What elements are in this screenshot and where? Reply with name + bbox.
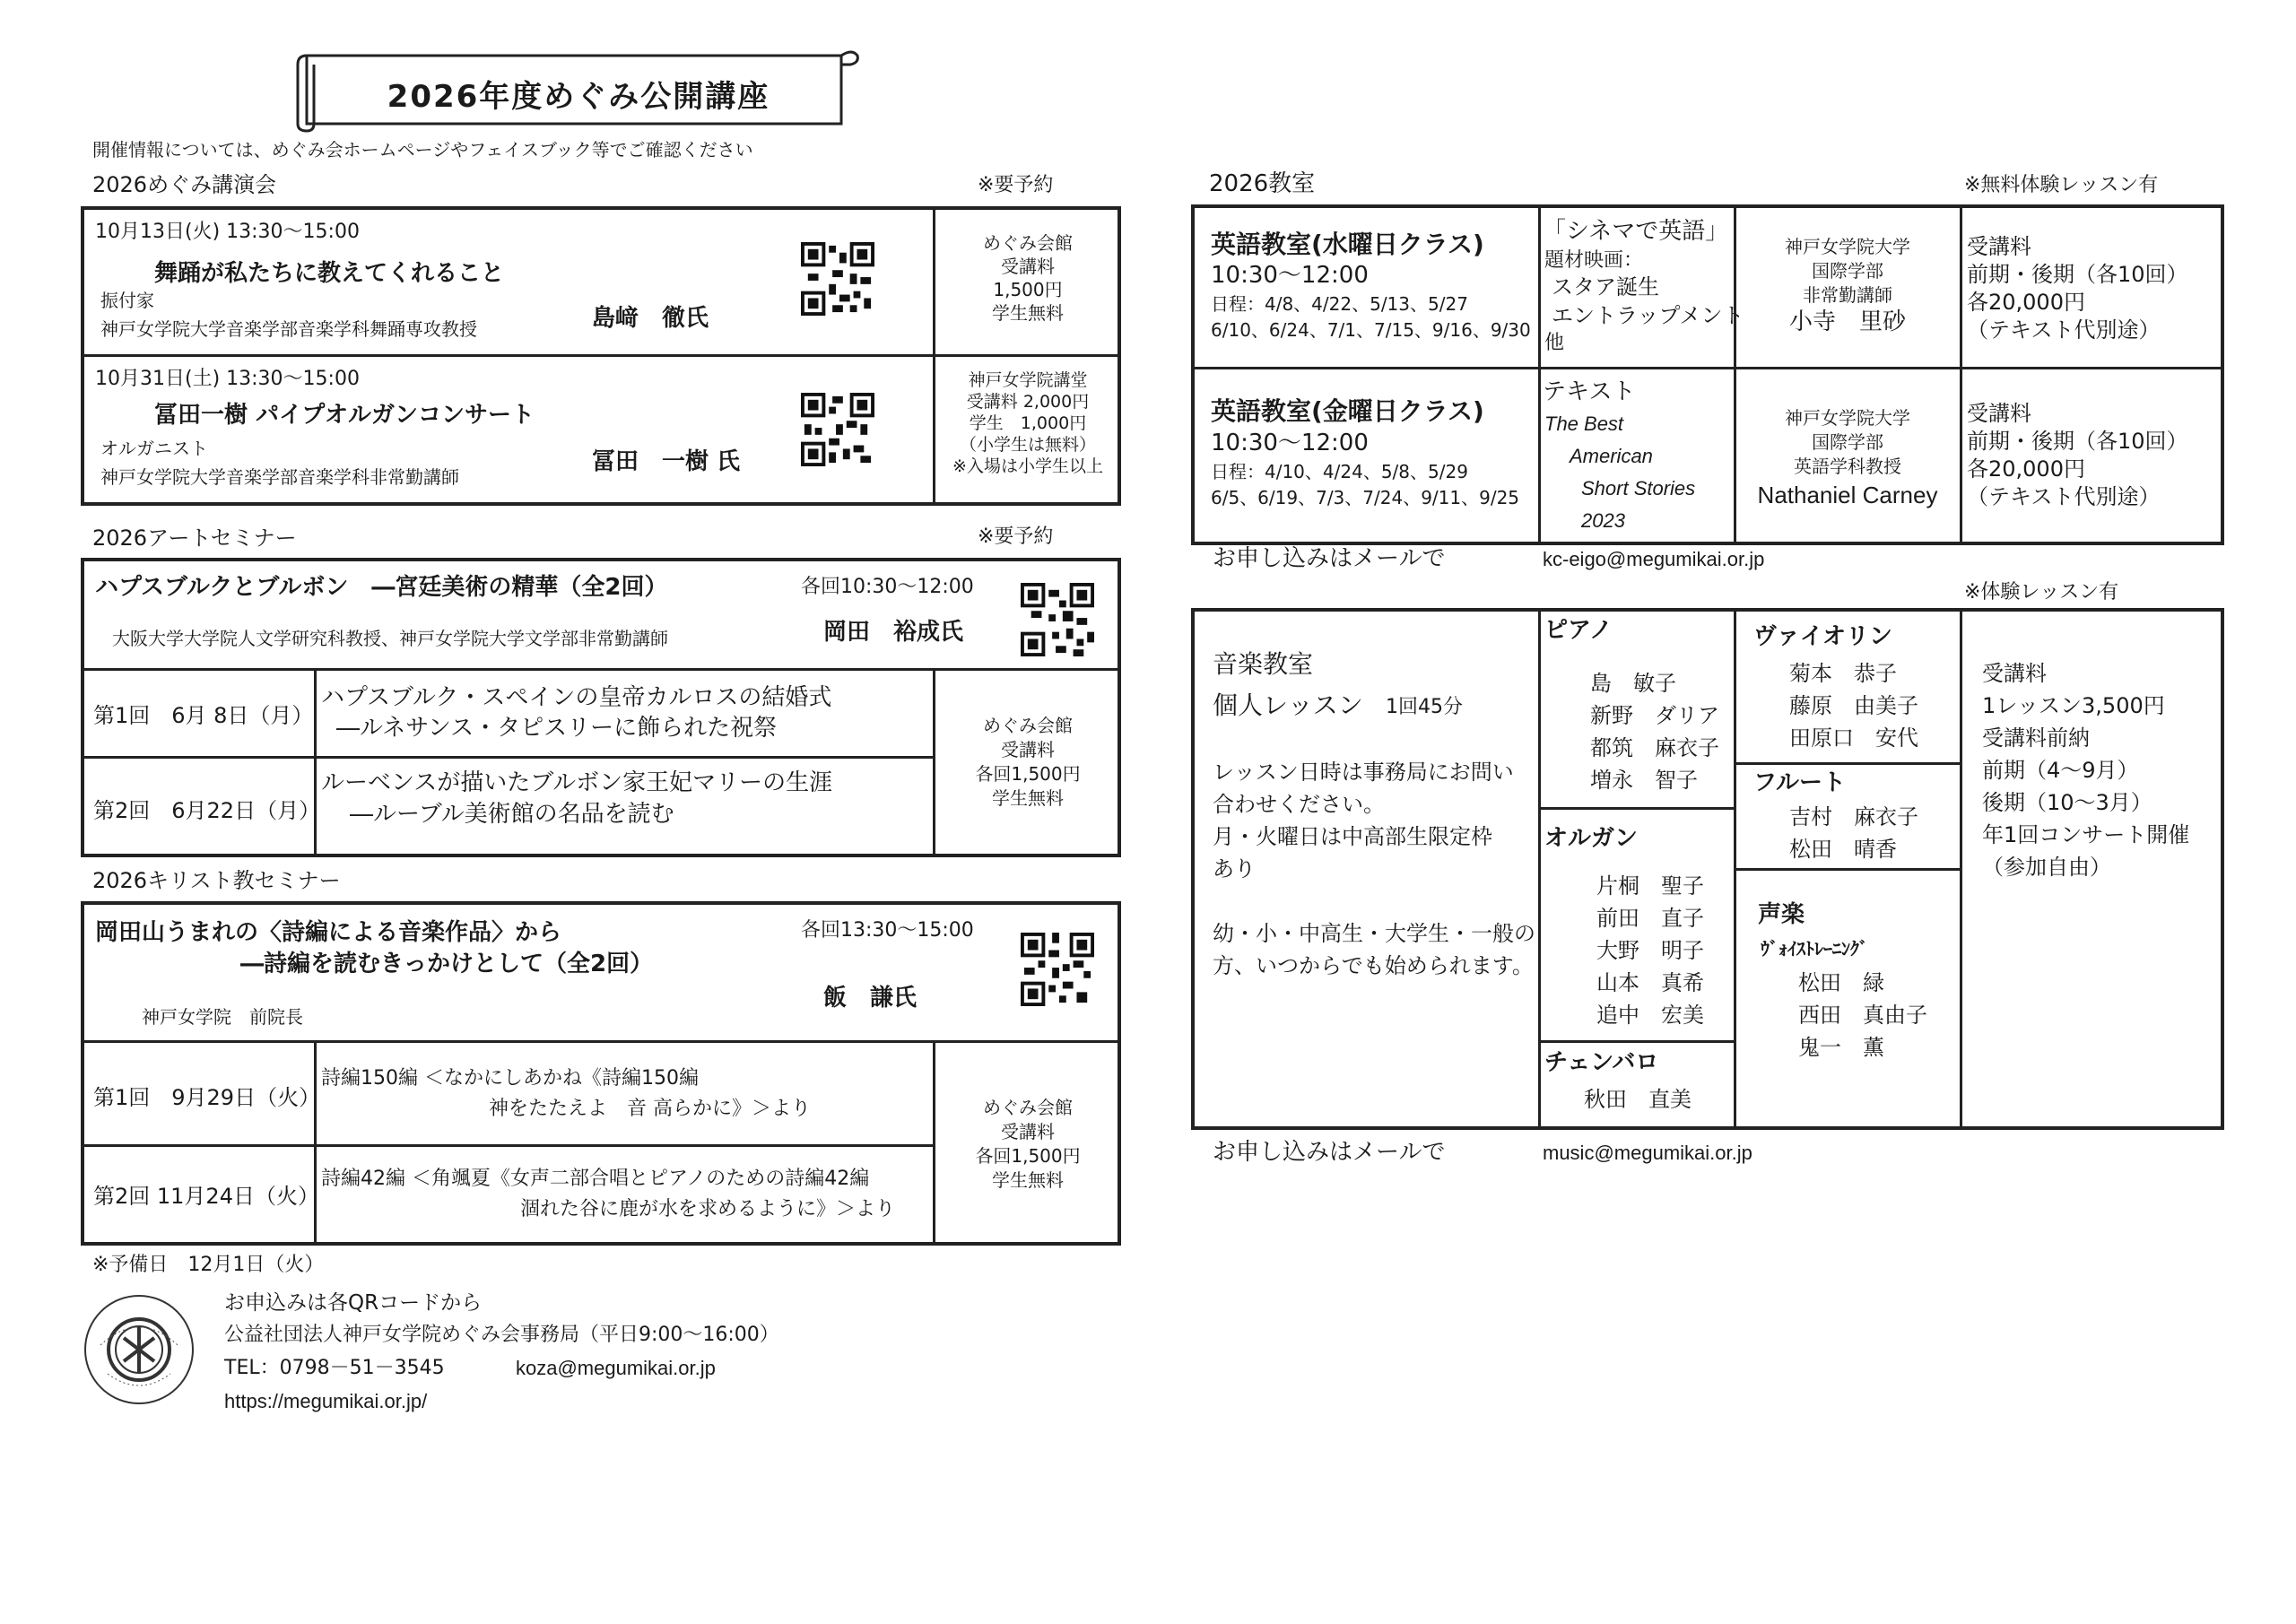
organ-teachers: 片桐 聖子 前田 直子 大野 明子 山本 真希 追中 宏美 <box>1596 873 1704 1028</box>
voice-training-label: ｳﾞｫｲｽﾄﾚｰﾆﾝｸﾞ <box>1761 938 1868 960</box>
lecture-1-title: 舞踊が私たちに教えてくれること <box>154 260 505 287</box>
eng-1-title: 英語教室(水曜日クラス) <box>1211 230 1484 259</box>
art-heading: 2026アートセミナー <box>92 525 297 551</box>
lecture-2-speaker: 冨田 一樹 氏 <box>592 448 741 475</box>
lecture-1-fee: めぐみ会館 受講料 1,500円 学生無料 <box>983 232 1073 324</box>
music-subtitle: 個人レッスン <box>1213 690 1363 720</box>
footer-tel: TEL：0798－51－3545 <box>224 1357 445 1379</box>
eng-2-sched-1: 日程：4/10、4/24、5/8、5/29 <box>1211 461 1468 482</box>
eng-1-material-2: 題材映画： <box>1544 249 1644 272</box>
eng-1-institution: 神戸女学院大学 国際学部 非常勤講師 <box>1785 236 1910 306</box>
lecture-1-date: 10月13日(火) 13:30～15:00 <box>95 221 360 243</box>
lecture-2-fee: 神戸女学院講堂 受講料 2,000円 学生 1,000円 （小学生は無料） ※入場は小学生以上 <box>952 370 1103 476</box>
eng-1-sched-2: 6/10、6/24、7/1、7/15、9/16、9/30 <box>1211 319 1531 341</box>
piano-teachers: 島 敏子 新野 ダリア 都筑 麻衣子 増永 智子 <box>1590 671 1719 793</box>
qr-code-christ[interactable] <box>1021 933 1094 1006</box>
lecture-2-date: 10月31日(土) 13:30～15:00 <box>95 368 360 390</box>
cembalo-teachers: 秋田 直美 <box>1584 1087 1692 1112</box>
eng-2-teacher: Nathaniel Carney <box>1757 482 1938 508</box>
christ-speaker: 飯 謙氏 <box>823 985 918 1012</box>
art-note: ※要予約 <box>978 525 1054 548</box>
organ-label: オルガン <box>1544 825 1639 852</box>
christ-session-2-label: 第2回 11月24日（火） <box>93 1184 319 1209</box>
christ-session-1-line2: 神をたたえよ 音 高らかに》＞より <box>489 1098 811 1120</box>
music-duration: 1回45分 <box>1386 696 1463 718</box>
megumikai-seal-logo <box>81 1291 197 1408</box>
violin-label: ヴァイオリン <box>1753 623 1892 650</box>
music-email-link[interactable]: music@megumikai.or.jp <box>1543 1142 1752 1164</box>
christ-fee: めぐみ会館 受講料 各回1,500円 学生無料 <box>975 1097 1081 1191</box>
art-affil: 大阪大学大学院人文学研究科教授、神戸女学院大学文学部非常勤講師 <box>112 628 668 649</box>
eng-1-material-1: 「シネマで英語」 <box>1543 218 1729 245</box>
eng-1-material-4: エントラップメント <box>1552 303 1744 328</box>
lecture-1-role: 振付家 <box>100 290 154 311</box>
qr-code-lecture-2[interactable] <box>801 393 874 466</box>
music-description: レッスン日時は事務局にお問い 合わせください。 月・火曜日は中高部生限定枠 あり 幼・小・中高生・大学生・一般の 方、いつからでも始められます。 <box>1213 760 1535 978</box>
lecture-2-role: オルガニスト <box>100 438 208 459</box>
eng-2-material-1: テキスト <box>1543 378 1636 405</box>
classroom-heading: 2026教室 <box>1209 170 1316 197</box>
violin-teachers: 菊本 恭子 藤原 由美子 田原口 安代 <box>1789 661 1918 751</box>
qr-code-art[interactable] <box>1021 583 1094 656</box>
art-session-1-line2: ―ルネサンス・タピスリーに飾られた祝祭 <box>336 715 778 742</box>
eng-2-book-1: The Best <box>1544 413 1624 435</box>
page-title: 2026年度めぐみ公開講座 <box>387 79 770 115</box>
flute-label: フルート <box>1753 769 1846 796</box>
christ-time: 各回13:30～15:00 <box>801 919 974 942</box>
footer-email-link[interactable]: koza@megumikai.or.jp <box>516 1357 716 1379</box>
art-session-2-label: 第2回 6月22日（月） <box>93 798 321 823</box>
art-session-1-label: 第1回 6月 8日（月） <box>93 703 314 728</box>
eng-1-teacher: 小寺 里砂 <box>1788 308 1906 335</box>
art-title: ハプスブルクとブルボン ―宮廷美術の精華（全2回） <box>95 574 668 601</box>
christ-title-1: 岡田山うまれの〈詩編による音楽作品〉から <box>95 919 562 946</box>
eng-apply-label: お申し込みはメールで <box>1213 545 1446 572</box>
eng-email-link[interactable]: kc-eigo@megumikai.or.jp <box>1543 548 1765 570</box>
footer-url-link[interactable]: https://megumikai.or.jp/ <box>224 1390 428 1412</box>
eng-1-sched-1: 日程：4/8、4/22、5/13、5/27 <box>1211 293 1468 315</box>
footer-office: 公益社団法人神戸女学院めぐみ会事務局（平日9:00～16:00） <box>224 1324 779 1346</box>
christ-affil: 神戸女学院 前院長 <box>142 1006 303 1028</box>
lecture-2-affil: 神戸女学院大学音楽学部音楽学科非常勤講師 <box>100 466 459 488</box>
christ-session-1-line1: 詩編150編 ＜なかにしあかね《詩編150編 <box>321 1067 699 1090</box>
cembalo-label: チェンバロ <box>1544 1049 1659 1076</box>
christ-session-2-line1: 詩編42編 ＜角颯夏《女声二部合唱とピアノのための詩編42編 <box>321 1168 870 1190</box>
music-note: ※体験レッスン有 <box>1964 581 2119 604</box>
music-fee: 受講料 1レッスン3,500円 受講料前納 前期（4～9月） 後期（10～3月） 年1回コンサート開催 （参加自由） <box>1982 661 2190 880</box>
eng-2-book-2: American <box>1570 445 1653 467</box>
eng-2-time: 10:30～12:00 <box>1211 430 1369 456</box>
christ-session-2-line2: 涸れた谷に鹿が水を求めるように》＞より <box>520 1198 896 1220</box>
christ-reserve-day: ※予備日 12月1日（火） <box>92 1254 325 1276</box>
art-speaker: 岡田 裕成氏 <box>823 619 964 646</box>
eng-note: ※無料体験レッスン有 <box>1964 174 2159 196</box>
eng-1-time: 10:30～12:00 <box>1211 262 1369 289</box>
voice-teachers: 松田 緑 西田 真由子 鬼一 薫 <box>1798 970 1927 1060</box>
voice-label: 声楽 <box>1758 901 1805 928</box>
page-subtitle: 開催情報については、めぐみ会ホームページやフェイスブック等でご確認ください <box>92 139 753 161</box>
eng-1-material-5: 他 <box>1544 332 1565 354</box>
art-time: 各回10:30～12:00 <box>801 576 974 598</box>
art-session-2-line1: ルーベンスが描いたブルボン家王妃マリーの生涯 <box>321 769 833 796</box>
christ-session-1-label: 第1回 9月29日（火） <box>93 1085 321 1110</box>
music-apply-label: お申し込みはメールで <box>1213 1139 1446 1166</box>
eng-2-institution: 神戸女学院大学 国際学部 英語学科教授 <box>1785 407 1910 477</box>
art-session-2-line2: ―ルーブル美術館の名品を読む <box>350 801 674 828</box>
lecture-1-affil: 神戸女学院大学音楽学部音楽学科舞踊専攻教授 <box>100 318 477 340</box>
lecture-heading: 2026めぐみ講演会 <box>92 172 277 197</box>
art-session-1-line1: ハプスブルク・スペインの皇帝カルロスの結婚式 <box>321 684 832 711</box>
piano-label: ピアノ <box>1544 617 1613 644</box>
art-fee: めぐみ会館 受講料 各回1,500円 学生無料 <box>975 715 1081 809</box>
eng-2-book-3: Short Stories <box>1581 477 1696 499</box>
music-title: 音楽教室 <box>1213 649 1314 679</box>
eng-2-book-4: 2023 <box>1581 509 1625 532</box>
lecture-note: ※要予約 <box>978 174 1054 196</box>
eng-2-sched-2: 6/5、6/19、7/3、7/24、9/11、9/25 <box>1211 487 1520 508</box>
lecture-2-title: 冨田一樹 パイプオルガンコンサート <box>154 402 535 429</box>
christ-heading: 2026キリスト教セミナー <box>92 868 341 893</box>
eng-1-fee: 受講料 前期・後期（各10回） 各20,000円 （テキスト代別途） <box>1967 234 2188 343</box>
christ-title-2: ―詩編を読むきっかけとして（全2回） <box>240 951 654 977</box>
eng-2-fee: 受講料 前期・後期（各10回） 各20,000円 （テキスト代別途） <box>1967 401 2188 509</box>
qr-code-lecture-1[interactable] <box>801 242 874 316</box>
eng-1-material-3: スタア誕生 <box>1552 274 1659 300</box>
flute-teachers: 吉村 麻衣子 松田 晴香 <box>1789 804 1918 862</box>
eng-2-title: 英語教室(金曜日クラス) <box>1211 396 1484 426</box>
lecture-1-speaker: 島﨑 徹氏 <box>592 305 709 332</box>
footer-qr-note: お申込みは各QRコードから <box>224 1291 483 1315</box>
